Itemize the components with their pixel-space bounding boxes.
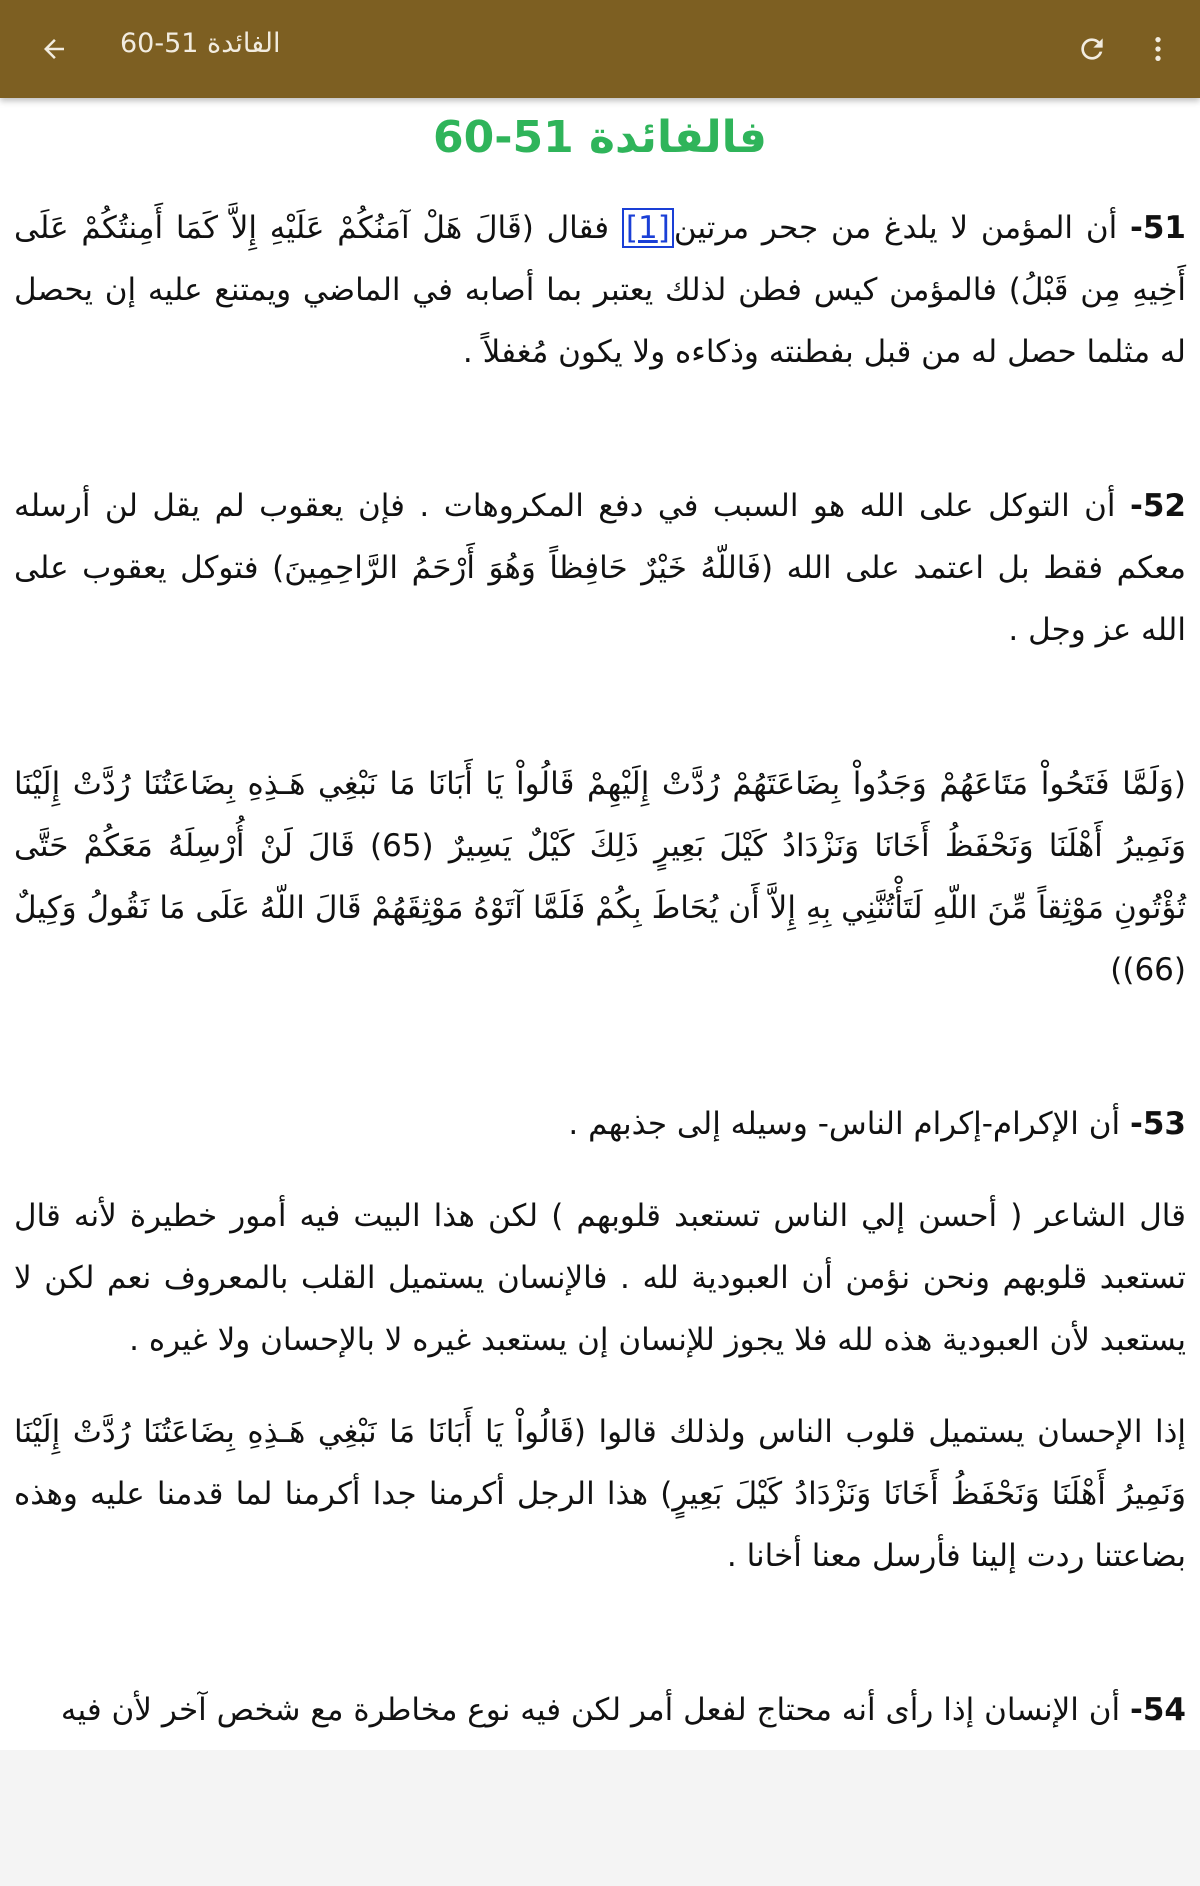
- spacer: [0, 1371, 1200, 1401]
- paragraph-51-text-b: فقال (قَالَ هَلْ آمَنُكُمْ عَلَيْهِ إِلاَّ كَمَا أَمِنتُكُمْ عَلَى أَخِيهِ مِن قَبْلُ) فالمؤمن كيس فطن لذلك يعتبر بما أصابه في الماضي ويمتنع عليه إن يحصل له مثلما حصل له من قبل بفطنته وذكاءه ولا يكون مُغفلاً .: [14, 210, 1186, 370]
- back-button[interactable]: [30, 25, 78, 73]
- spacer: [0, 661, 1200, 753]
- paragraph-53-ihsan: إذا الإحسان يستميل قلوب الناس ولذلك قالوا (قَالُواْ يَا أَبَانَا مَا نَبْغِي هَـذِهِ بِضَاعَتُنَا رُدَّتْ إِلَيْنَا وَنَمِيرُ أَهْلَنَا وَنَحْفَظُ أَخَانَا وَنَزْدَادُ كَيْلَ بَعِيرٍ) هذا الرجل أكرمنا جدا أكرمنا لما قدمنا عليه وهذه بضاعتنا ردت إلينا فأرسل معنا أخانا .: [14, 1414, 1186, 1574]
- paragraph-52: [14, 475, 1186, 661]
- paragraph-51: [14, 197, 1186, 383]
- more-vert-icon: [1142, 33, 1174, 65]
- more-options-button[interactable]: [1134, 25, 1182, 73]
- paragraph-54-text: أن الإنسان إذا رأى أنه محتاج لفعل أمر لكن فيه نوع مخاطرة مع شخص آخر لأن فيه: [60, 1692, 1130, 1728]
- paragraph-53-poet: قال الشاعر ( أحسن إلي الناس تستعبد قلوبهم ) لكن هذا البيت فيه أمور خطيرة لأنه قال تستعبد قلوبهم ونحن نؤمن أن العبودية لله . فالإنسان يستميل القلب بالمعروف نعم لكن لا يستعبد لأن العبودية هذه لله فلا يجوز للإنسان إن يستعبد غيره لا بالإحسان ولا غيره .: [14, 1198, 1186, 1358]
- spacer: [0, 1001, 1200, 1093]
- paragraph-53: [14, 1093, 1186, 1155]
- page-title: الفائدة 51-60: [120, 28, 281, 59]
- item-number-53: 53-: [1129, 1106, 1186, 1142]
- arrow-left-icon: [39, 34, 69, 64]
- app-bar: [0, 0, 1200, 98]
- refresh-button[interactable]: [1068, 25, 1116, 73]
- footnote-link[interactable]: [1]: [622, 208, 674, 248]
- article-content[interactable]: [0, 98, 1200, 1750]
- quran-verse-paragraph: (وَلَمَّا فَتَحُواْ مَتَاعَهُمْ وَجَدُواْ بِضَاعَتَهُمْ رُدَّتْ إِلَيْهِمْ قَالُواْ يَا أَبَانَا مَا نَبْغِي هَـذِهِ بِضَاعَتُنَا رُدَّتْ إِلَيْنَا وَنَمِيرُ أَهْلَنَا وَنَحْفَظُ أَخَانَا وَنَزْدَادُ كَيْلَ بَعِيرٍ ذَلِكَ كَيْلٌ يَسِيرٌ (65) قَالَ لَنْ أُرْسِلَهُ مَعَكُمْ حَتَّى تُؤْتُونِ مَوْثِقاً مِّنَ اللّهِ لَتَأْتُنَّنِي بِهِ إِلاَّ أَن يُحَاطَ بِكُمْ فَلَمَّا آتَوْهُ مَوْثِقَهُمْ قَالَ اللّهُ عَلَى مَا نَقُولُ وَكِيلٌ (66)): [14, 766, 1186, 988]
- item-number-54: 54-: [1129, 1692, 1186, 1728]
- refresh-icon: [1076, 33, 1108, 65]
- article-heading: فالفائدة 51-60: [432, 112, 767, 163]
- item-number-51: 51-: [1129, 210, 1186, 246]
- paragraph-52-text: أن التوكل على الله هو السبب في دفع المكروهات . فإن يعقوب لم يقل لن أرسله معكم فقط بل اعتمد على الله (فَاللّهُ خَيْرٌ حَافِظاً وَهُوَ أَرْحَمُ الرَّاحِمِينَ) فتوكل يعقوب على الله عز وجل .: [14, 488, 1186, 648]
- item-number-52: 52-: [1129, 488, 1186, 524]
- bottom-blank-area: [0, 1750, 1200, 1886]
- spacer: [0, 1587, 1200, 1679]
- paragraph-53-text: أن الإكرام-إكرام الناس- وسيله إلى جذبهم .: [568, 1106, 1130, 1142]
- spacer: [0, 1155, 1200, 1185]
- paragraph-51-text-a: أن المؤمن لا يلدغ من جحر مرتين: [673, 210, 1130, 246]
- spacer: [0, 383, 1200, 475]
- paragraph-54: [14, 1679, 1186, 1741]
